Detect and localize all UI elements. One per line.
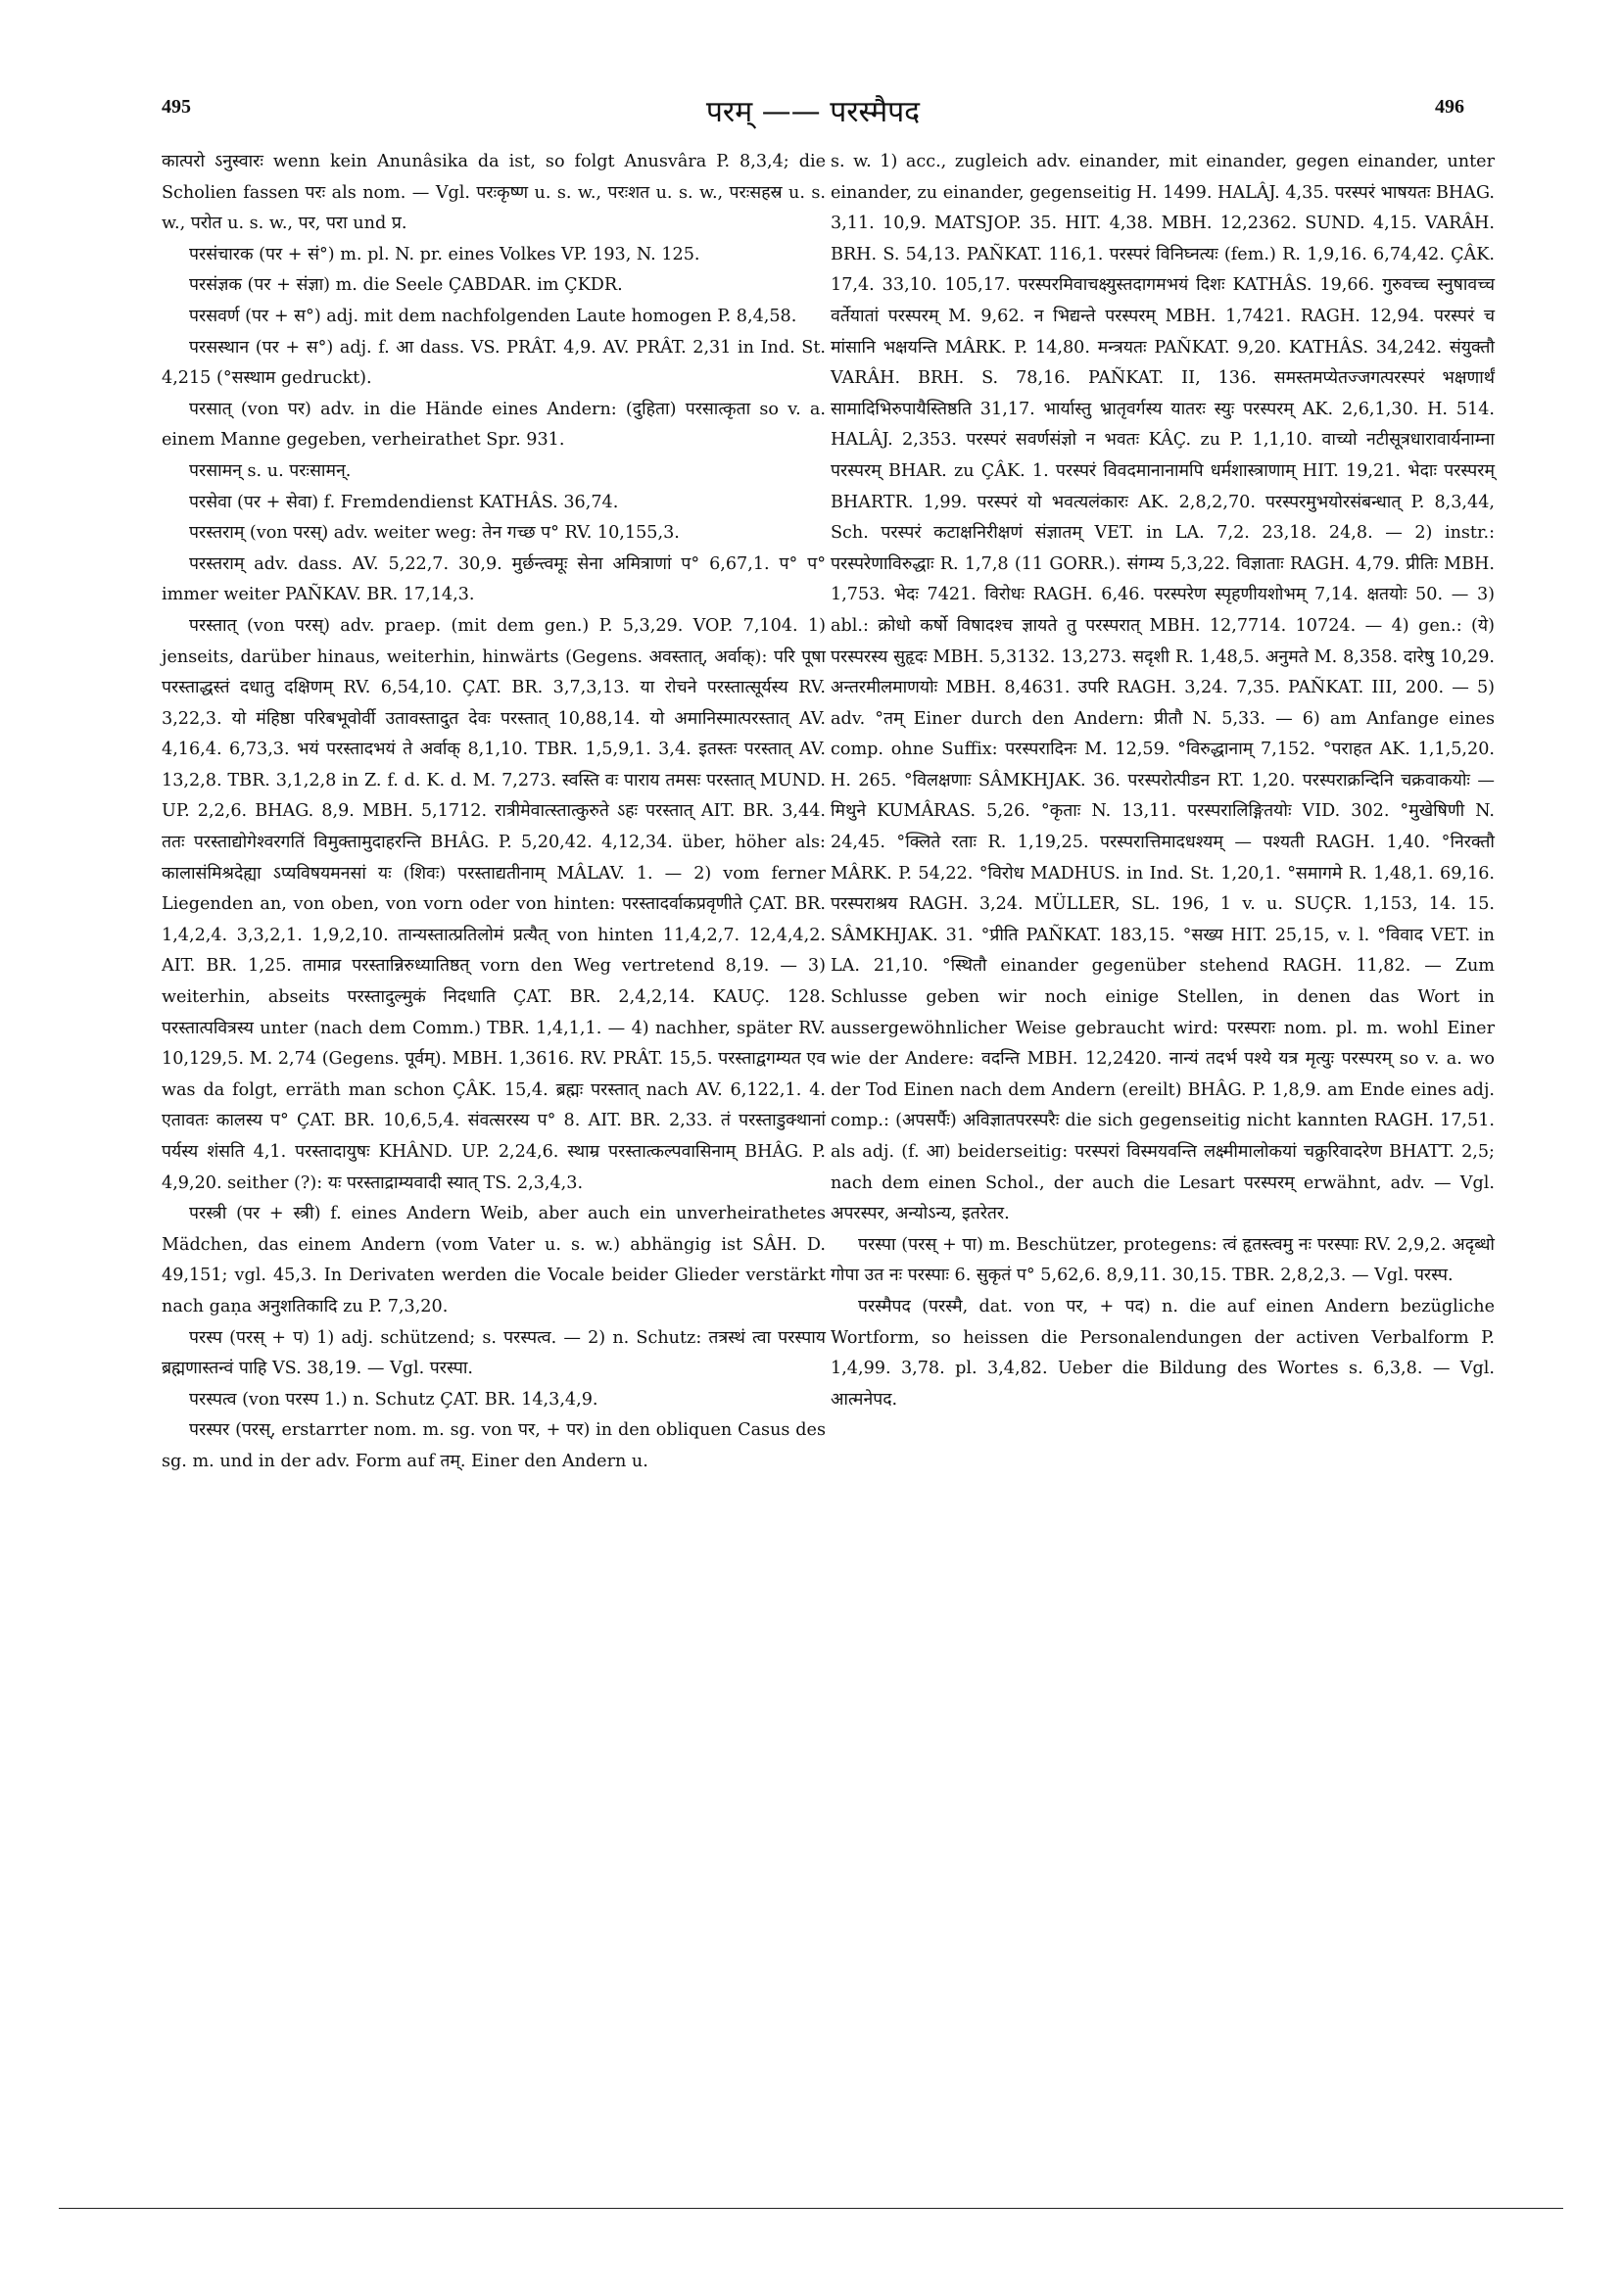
dictionary-entry: परसामन् s. u. परःसामन्. (189, 460, 352, 481)
page-header (162, 90, 1464, 129)
dictionary-entry: परसंचारक (पर + सं°) m. pl. N. pr. eines Volkes VP. 193, N. 125. (189, 244, 700, 264)
dictionary-entry: परसस्थान (पर + स°) adj. f. आ dass. VS. PRÂT. 4,9. AV. PRÂT. 2,31 in Ind. St. 4,215 (°सस्थाम gedruckt). (162, 337, 826, 389)
right-column (831, 147, 1495, 1415)
dictionary-entry: परसवर्ण (पर + स°) adj. mit dem nachfolgenden Laute homogen P. 8,4,58. (189, 306, 797, 326)
left-page-number: 495 (162, 96, 191, 118)
dictionary-entry: परस्तराम् (von परस्) adv. weiter weg: तेन गच्छ प° RV. 10,155,3. (189, 523, 680, 544)
left-column (162, 147, 826, 1478)
dictionary-entry: परसात् (von पर) adv. in die Hände eines Andern: (दुहिता) परसात्कृता so v. a. einem Manne gegeben, verheirathet Spr. 931. (162, 399, 826, 451)
dictionary-entry: परसंज्ञक (पर + संज्ञा) m. die Seele ÇABDAR. im ÇKDR. (189, 275, 623, 296)
dictionary-entry: परस्तराम् adv. dass. AV. 5,22,7. 30,9. मुर्छन्त्वमूः सेना अमित्राणां प° 6,67,1. प° प° immer weiter PAÑKAV. BR. 17,14,3. (162, 553, 826, 605)
running-head: परम् —— परस्मैपद (705, 95, 921, 129)
bottom-rule (59, 2208, 1563, 2209)
dictionary-entry: परस्त्री (पर + स्त्री) f. eines Andern Weib, aber auch ein unverheirathetes Mädchen, das einem Andern (vom Vater u. s. w.) abhängig ist SÂH. D. 49,151; vgl. 45,3. In Derivaten werden die Vocale beider Glieder verstärkt nach gaṇa अनुशतिकादि zu P. 7,3,20. (162, 1204, 826, 1316)
dictionary-entry: परसेवा (पर + सेवा) f. Fremdendienst KATHÂS. 36,74. (189, 492, 619, 512)
dictionary-entry: परस्मैपद (परस्मै, dat. von पर, + पद) n. die auf einen Andern bezügliche Wortform, so heissen die Personalendungen der activen Verbalform P. 1,4,99. 3,78. pl. 3,4,82. Ueber die Bildung des Wortes s. 6,3,8. — Vgl. आत्मनेपद. (831, 1296, 1495, 1410)
dictionary-entry: s. w. 1) acc., zugleich adv. einander, mit einander, gegen einander, unter einander, zu einander, gegenseitig H. 1499. HALÂJ. 4,35. परस्परं भाषयतः BHAG. 3,11. 10,9. MATSJOP. 35. HIT. 4,38. MBH. 12,2362. SUND. 4,15. VARÂH. BRH. S. 54,13. PAÑKAT. 116,1. परस्परं विनिघ्नत्यः (fem.) R. 1,9,16. 6,74,42. ÇÂK. 17,4. 33,10. 105,17. परस्परमिवाचक्ष्युस्तदागमभयं दिशः KATHÂS. 19,66. गुरुवच्च स्नुषावच्च वर्तेयातां परस्परम् M. 9,62. न भिद्यन्ते परस्परम् MBH. 1,7421. RAGH. 12,94. परस्परं च मांसानि भक्षयन्ति MÂRK. P. 14,80. मन्त्रयतः PAÑKAT. 9,20. KATHÂS. 34,242. संयुक्तौ VARÂH. BRH. S. 78,16. PAÑKAT. II, 136. समस्तमप्येतज्जगत्परस्परं भक्षणार्थं सामादिभिरुपायैस्तिष्ठति 31,17. भार्यास्तु भ्रातृवर्गस्य यातरः स्युः परस्परम् AK. 2,6,1,30. H. 514. HALÂJ. 2,353. परस्परं सवर्णसंज्ञो न भवतः KÂÇ. zu P. 1,1,10. वाच्यो नटीसूत्रधारावार्यनाम्ना परस्परम् BHAR. zu ÇÂK. 1. परस्परं विवदमानानामपि धर्मशास्त्राणाम् HIT. 19,21. भेदाः परस्परम् BHARTR. 1,99. परस्परं यो भवत्यलंकारः AK. 2,8,2,70. परस्परमुभयोरसंबन्धात् P. 8,3,44, Sch. परस्परं कटाक्षनिरीक्षणं संज्ञातम् VET. in LA. 7,2. 23,18. 24,8. — 2) instr.: परस्परेणाविरुद्धाः R. 1,7,8 (11 GORR.). संगम्य 5,3,22. विज्ञाताः RAGH. 4,79. प्रीतिः MBH. 1,753. भेदः 7421. विरोधः RAGH. 6,46. परस्परेण स्पृहणीयशोभम् 7,14. क्षतयोः 50. — 3) abl.: क्रोधो कर्षो विषादश्च ज्ञायते तु परस्परात् MBH. 12,7714. 10724. — 4) gen.: (ये) परस्परस्य सुहृदः MBH. 5,3132. 13,273. सदृशी R. 1,48,5. अनुमते M. 8,358. दारेषु 10,29. अन्तरमीलमाणयोः MBH. 8,4631. उपरि RAGH. 3,24. 7,35. PAÑKAT. III, 200. — 5) adv. °तम् Einer durch den Andern: प्रीतौ N. 5,33. — 6) am Anfange eines comp. ohne Suffix: परस्परादिनः M. 12,59. °विरुद्धानाम् 7,152. °पराहत AK. 1,1,5,20. H. 265. °विलक्षणाः SÂMKHJAK. 36. परस्परोत्पीडन RT. 1,20. परस्पराक्रन्दिनि चक्रवाकयोः — मिथुने KUMÂRAS. 5,26. °कृताः N. 13,11. परस्परालिङ्गितयोः VID. 302. °मुखेषिणी N. 24,45. °क्लिते रताः R. 1,19,25. परस्परात्तिमादधश्यम् — पश्यती RAGH. 1,40. °निरक्तौ MÂRK. P. 54,22. °विरोध MADHUS. in Ind. St. 1,20,1. °समागमे R. 1,48,1. 69,16. परस्पराश्रय RAGH. 3,24. MÜLLER, SL. 196, 1 v. u. SUÇR. 1,153, 14. 15. SÂMKHJAK. 31. °प्रीति PAÑKAT. 183,15. °सख्य HIT. 25,15, v. l. °विवाद VET. in LA. 21,10. °स्थितौ einander gegenüber stehend RAGH. 11,82. — Zum Schlusse geben wir noch einige Stellen, in denen das Wort in aussergewöhnlicher Weise gebraucht wird: परस्पराः nom. pl. m. wohl Einer wie der Andere: वदन्ति MBH. 12,2420. नान्यं तदर्भ पश्ये यत्र मृत्युः परस्परम् so v. a. wo der Tod Einen nach dem Andern (ereilt) BHÂG. P. 1,8,9. am Ende eines adj. comp.: (अपसर्पैः) अविज्ञातपरस्परैः die sich gegenseitig nicht kannten RAGH. 17,51. als adj. (f. आ) beiderseitig: परस्परां विस्मयवन्ति लक्ष्मीमालोकयां चक्रुरिवादरेण BHATT. 2,5; nach dem einen Schol., der auch die Lesart परस्परम् erwähnt, adv. — Vgl. अपरस्पर, अन्योऽन्य, इतरेतर. (831, 152, 1495, 1224)
dictionary-entry: परस्पर (परस्, erstarrter nom. m. sg. von पर, + पर) in den obliquen Casus des sg. m. und in der adv. Form auf तम्. Einer den Andern u. (162, 1420, 826, 1471)
right-page-number: 496 (1435, 96, 1464, 118)
dictionary-entry: कात्परो ऽनुस्वारः wenn kein Anunâsika da ist, so folgt Anusvâra P. 8,3,4; die Scholien fassen परः als nom. — Vgl. परःकृष्ण u. s. w., परःशत u. s. w., परःसहस्र u. s. w., परोत u. s. w., पर, परा und प्र. (162, 152, 826, 234)
dictionary-entry: परस्पत्व (von परस्प 1.) n. Schutz ÇAT. BR. 14,3,4,9. (189, 1389, 598, 1410)
dictionary-entry: परस्पा (परस् + पा) m. Beschützer, protegens: त्वं हृतस्त्वमु नः परस्पाः RV. 2,9,2. अदृब्धो गोपा उत नः परस्पाः 6. सुकृतं प° 5,62,6. 8,9,11. 30,15. TBR. 2,8,2,3. — Vgl. परस्प. (831, 1234, 1495, 1286)
dictionary-entry: परस्तात् (von परस्) adv. praep. (mit dem gen.) P. 5,3,29. VOP. 7,104. 1) jenseits, darüber hinaus, weiterhin, hinwärts (Gegens. अवस्तात्, अर्वाक्): परि पूषा परस्ताद्धस्तं दधातु दक्षिणम् RV. 6,54,10. ÇAT. BR. 3,7,3,13. या रोचने परस्तात्सूर्यस्य RV. 3,22,3. यो मंहिष्ठा परिबभूवोर्वी उतावस्तादुत देवः परस्तात् 10,88,14. यो अमानिस्मात्परस्तात् AV. 4,16,4. 6,73,3. भयं परस्तादभयं ते अर्वाक् 8,1,10. TBR. 1,5,9,1. 3,4. इतस्तः परस्तात् AV. 13,2,8. TBR. 3,1,2,8 in Z. f. d. K. d. M. 7,273. स्वस्ति वः पाराय तमसः परस्तात् MUND. UP. 2,2,6. BHAG. 8,9. MBH. 5,1712. रात्रीमेवात्स्तात्कुरुते ऽहः परस्तात् AIT. BR. 3,44. ततः परस्ताद्योगेश्वरगतिं विमुक्तामुदाहरन्ति BHÂG. P. 5,20,42. 4,12,34. über, höher als: कालासंमिश्रदेह्या ऽप्यविषयमनसां यः (शिवः) परस्ताद्यतीनाम् MÂLAV. 1. — 2) vom ferner Liegenden an, von oben, von vorn oder von hinten: परस्तादर्वाकप्रवृणीते ÇAT. BR. 1,4,2,4. 3,3,2,1. 1,9,2,10. तान्यस्तात्प्रतिलोमं प्रत्यैत् von hinten 11,4,2,7. 12,4,4,2. AIT. BR. 1,25. तामाव्र परस्तान्निरुध्यातिष्ठत् vorn den Weg vertretend 8,19. — 3) weiterhin, abseits परस्तादुल्मुकं निदधाति ÇAT. BR. 2,4,2,14. KAUÇ. 128. परस्तात्पवित्रस्य unter (nach dem Comm.) TBR. 1,4,1,1. — 4) nachher, später RV. 10,129,5. M. 2,74 (Gegens. पूर्वम्). MBH. 1,3616. RV. PRÂT. 15,5. परस्ताद्वगम्यत एव was da folgt, erräth man schon ÇÂK. 15,4. ब्रह्मः परस्तात् nach AV. 6,122,1. 4. एतावतः कालस्य प° ÇAT. BR. 10,6,5,4. संवत्सरस्य प° 8. AIT. BR. 2,33. तं परस्ताडुक्थानां पर्यस्य शंसति 4,1. परस्तादायुषः KHÂND. UP. 2,24,6. स्थाम्र परस्तात्कल्पवासिनाम् BHÂG. P. 4,9,20. seither (?): यः परस्ताद्राम्यवादी स्यात् TS. 2,3,4,3. (162, 615, 826, 1193)
dictionary-entry: परस्प (परस् + प) 1) adj. schützend; s. परस्पत्व. — 2) n. Schutz: तत्रस्थं त्वा परस्पाय ब्रह्मणास्तन्वं पाहि VS. 38,19. — Vgl. परस्पा. (162, 1327, 826, 1379)
